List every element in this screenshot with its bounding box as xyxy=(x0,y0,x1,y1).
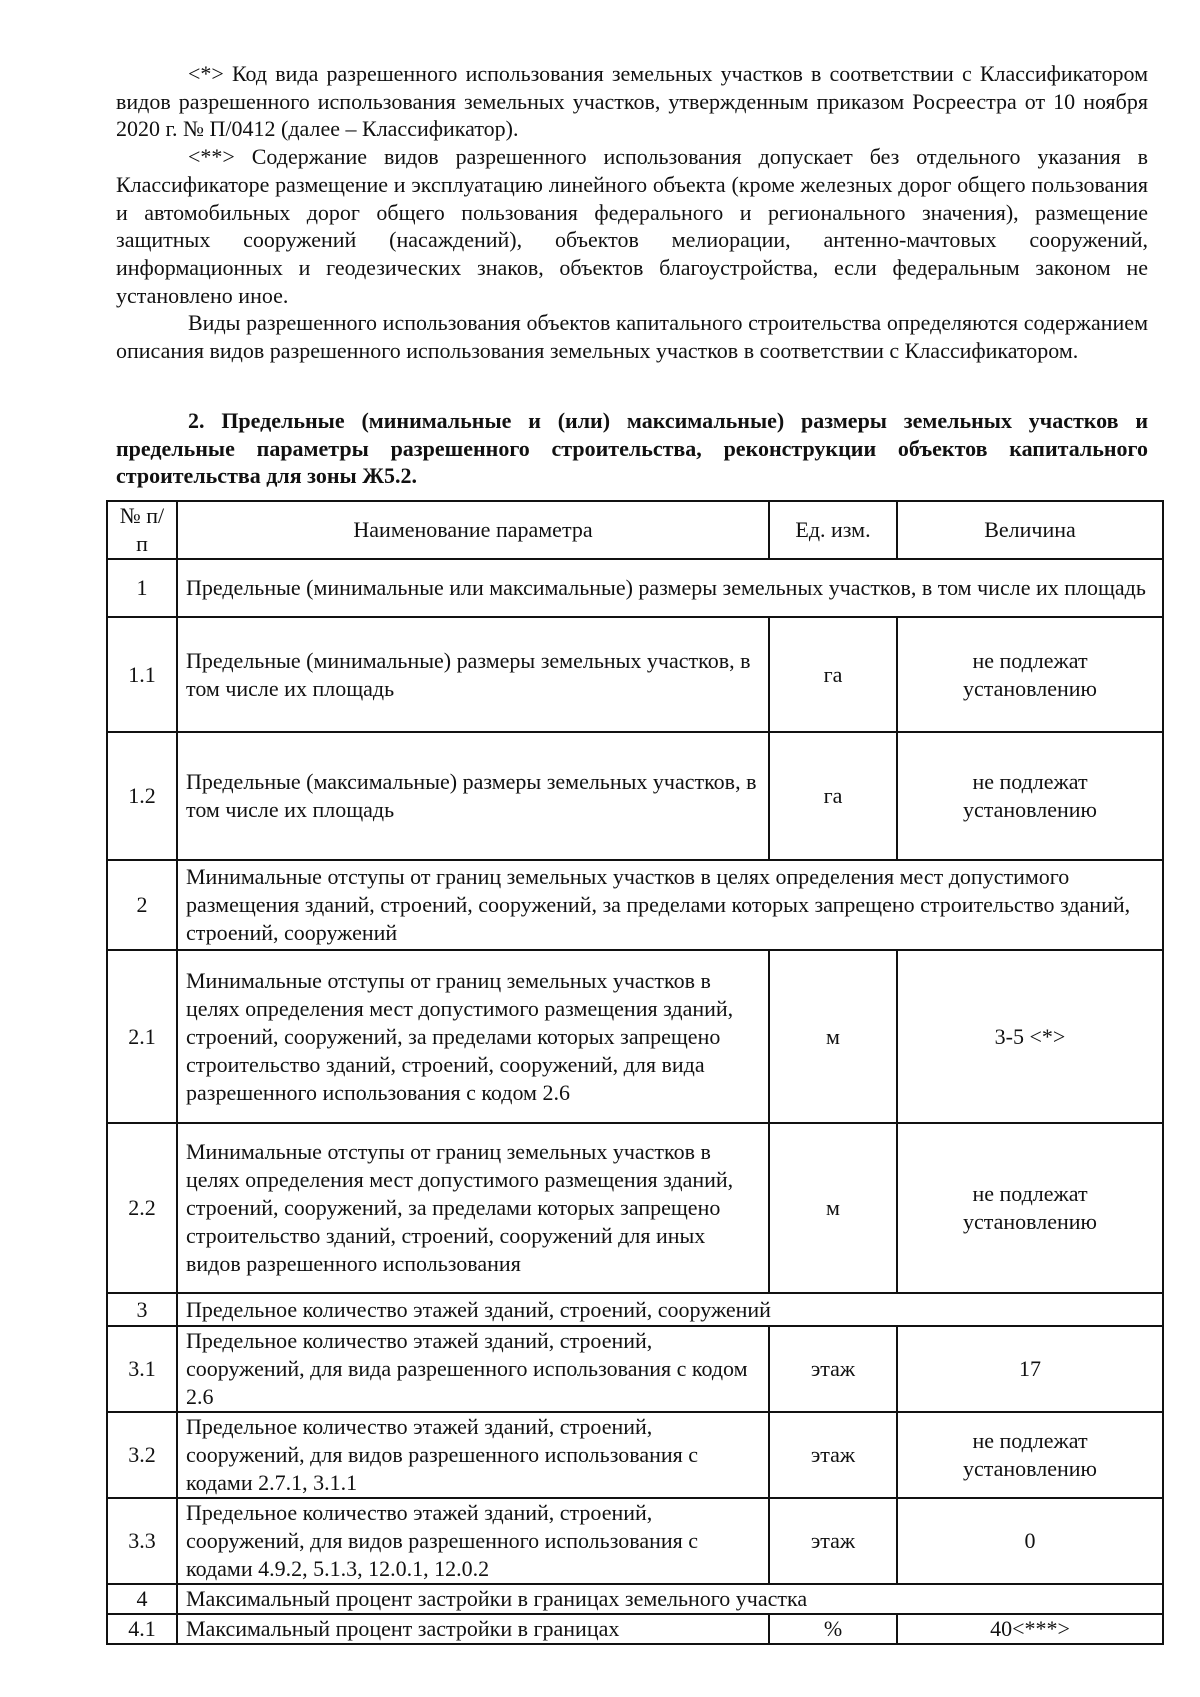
footnotes xyxy=(116,60,1148,365)
row-number: 3.3 xyxy=(107,1498,177,1584)
row-parameter: Предельное количество этажей зданий, строений, сооружений, для видов разрешенного использования с кодами 4.9.2, 5.1.3, 12.0.1, 12.0.2 xyxy=(177,1498,769,1584)
row-unit: м xyxy=(769,950,897,1123)
row-value: 40<***> xyxy=(897,1614,1163,1644)
row-number: 1.2 xyxy=(107,732,177,860)
row-parameter: Максимальный процент застройки в границах xyxy=(177,1614,769,1644)
row-number: 2.1 xyxy=(107,950,177,1123)
table-row xyxy=(107,950,1163,1123)
header-no: № п/п xyxy=(107,501,177,559)
row-number: 4.1 xyxy=(107,1614,177,1644)
row-parameter: Предельное количество этажей зданий, строений, сооружений xyxy=(177,1293,1163,1326)
table-row xyxy=(107,1123,1163,1293)
row-value: 17 xyxy=(897,1326,1163,1412)
table-row xyxy=(107,860,1163,950)
table-header-row xyxy=(107,501,1163,559)
row-unit: этаж xyxy=(769,1498,897,1584)
table-row xyxy=(107,1614,1163,1644)
row-value: 0 xyxy=(897,1498,1163,1584)
paragraph-capital-construction: Виды разрешенного использования объектов капитального строительства определяются содержанием описания видов разрешенного использования земельных участков в соответствии с Классификатором. xyxy=(116,310,1148,364)
row-number: 2 xyxy=(107,860,177,950)
row-number: 1 xyxy=(107,559,177,617)
row-number: 1.1 xyxy=(107,617,177,732)
table-row xyxy=(107,559,1163,617)
row-value: не подлежат установлению xyxy=(897,1412,1163,1498)
row-value: не подлежат установлению xyxy=(897,1123,1163,1293)
row-number: 3 xyxy=(107,1293,177,1326)
table-row xyxy=(107,1326,1163,1412)
row-unit: этаж xyxy=(769,1412,897,1498)
table-row xyxy=(107,1584,1163,1614)
row-parameter: Минимальные отступы от границ земельных участков в целях определения мест допустимого размещения зданий, строений, сооружений, за пределами которых запрещено строительство зданий, строений, сооружений xyxy=(177,860,1163,950)
header-value: Величина xyxy=(897,501,1163,559)
header-name: Наименование параметра xyxy=(177,501,769,559)
row-unit: % xyxy=(769,1614,897,1644)
row-parameter: Минимальные отступы от границ земельных участков в целях определения мест допустимого размещения зданий, строений, сооружений, за пределами которых запрещено строительство зданий, строений, сооружений, для вида разрешенного использования с кодом 2.6 xyxy=(177,950,769,1123)
row-parameter: Минимальные отступы от границ земельных участков в целях определения мест допустимого размещения зданий, строений, сооружений, за пределами которых запрещено строительство зданий, строений, сооружений для иных видов разрешенного использования xyxy=(177,1123,769,1293)
footnote-content: <**> Содержание видов разрешенного использования допускает без отдельного указания в Классификаторе размещение и эксплуатацию линейного объекта (кроме железных дорог общего пользования и автомобильных дорог общего пользования федерального и регионального значения), размещение защитных сооружений (насаждений), объектов мелиорации, антенно-мачтовых сооружений, информационных и геодезических знаков, объектов благоустройства, если федеральным законом не установлено иное. xyxy=(116,144,1148,308)
row-unit: этаж xyxy=(769,1326,897,1412)
row-parameter: Предельные (минимальные или максимальные) размеры земельных участков, в том числе их площадь xyxy=(177,559,1163,617)
row-value: не подлежат установлению xyxy=(897,732,1163,860)
row-parameter: Предельные (минимальные) размеры земельных участков, в том числе их площадь xyxy=(177,617,769,732)
footnote-code: <*> Код вида разрешенного использования земельных участков в соответствии с Классификатором видов разрешенного использования земельных участков, утвержденным приказом Росреестра от 10 ноября 2020 г. № П/0412 (далее – Классификатор). xyxy=(116,61,1148,142)
row-number: 3.1 xyxy=(107,1326,177,1412)
parameters-table xyxy=(106,500,1164,1645)
row-unit: м xyxy=(769,1123,897,1293)
header-unit: Ед. изм. xyxy=(769,501,897,559)
section-heading: 2. Предельные (минимальные и (или) максимальные) размеры земельных участков и предельные параметры разрешенного строительства, реконструкции объектов капитального строительства для зоны Ж5.2. xyxy=(116,408,1148,489)
table-row xyxy=(107,617,1163,732)
row-value: 3-5 <*> xyxy=(897,950,1163,1123)
row-parameter: Предельное количество этажей зданий, строений, сооружений, для видов разрешенного использования с кодами 2.7.1, 3.1.1 xyxy=(177,1412,769,1498)
row-number: 2.2 xyxy=(107,1123,177,1293)
row-parameter: Предельное количество этажей зданий, строений, сооружений, для вида разрешенного использования с кодом 2.6 xyxy=(177,1326,769,1412)
row-number: 3.2 xyxy=(107,1412,177,1498)
row-number: 4 xyxy=(107,1584,177,1614)
row-unit: га xyxy=(769,617,897,732)
table-row xyxy=(107,1498,1163,1584)
table-row xyxy=(107,732,1163,860)
row-parameter: Предельные (максимальные) размеры земельных участков, в том числе их площадь xyxy=(177,732,769,860)
table-row xyxy=(107,1293,1163,1326)
row-value: не подлежат установлению xyxy=(897,617,1163,732)
table-row xyxy=(107,1412,1163,1498)
row-parameter: Максимальный процент застройки в границах земельного участка xyxy=(177,1584,1163,1614)
row-unit: га xyxy=(769,732,897,860)
